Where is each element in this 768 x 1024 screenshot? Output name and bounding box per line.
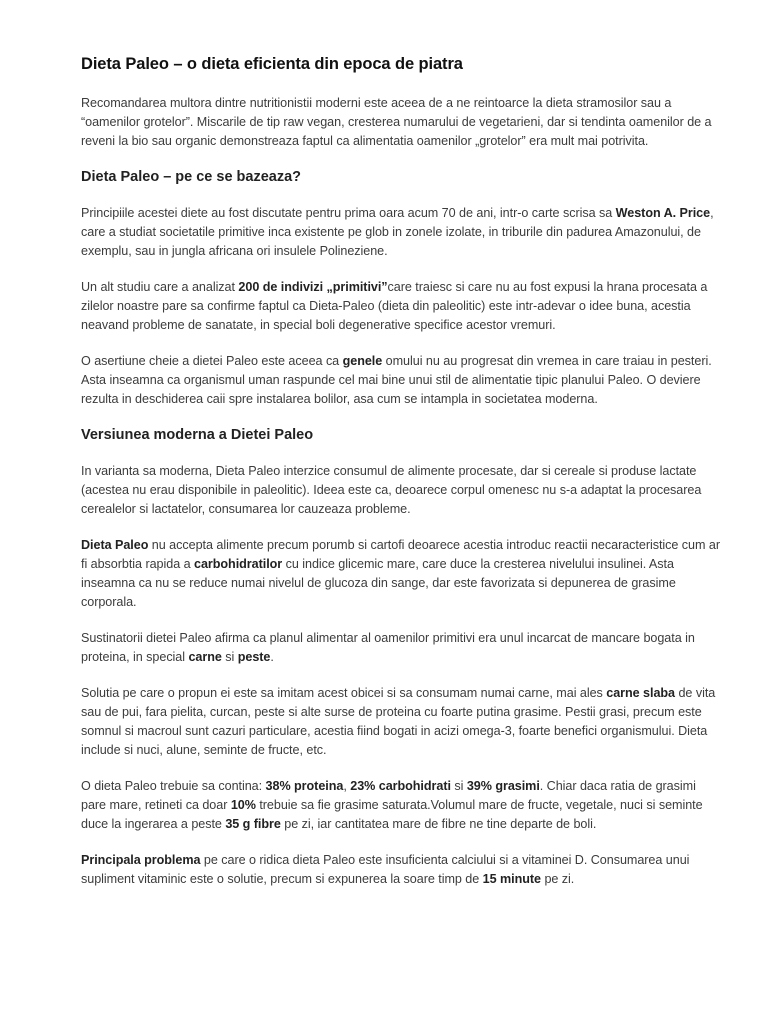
bold-principala-problema: Principala problema: [81, 853, 201, 867]
text: . Chiar daca ratia de grasimi pare mare, retineti ca doar: [81, 779, 696, 812]
text: Un alt studiu care a analizat: [81, 280, 239, 294]
bold-35g-fibre: 35 g fibre: [225, 817, 281, 831]
article: [81, 54, 721, 906]
bold-genele: genele: [342, 354, 383, 368]
text: nu accepta alimente precum porumb si cartofi deoarece acestia introduc reactii necaracteristice cum ar fi absorbtia rapida a: [81, 538, 720, 571]
text: O asertiune cheie a dietei Paleo este aceea ca: [81, 354, 343, 368]
text: .: [270, 650, 274, 664]
bold-38-proteina: 38% proteina: [265, 779, 344, 793]
section-heading-modern: Versiunea moderna a Dietei Paleo: [81, 427, 314, 443]
intro-paragraph: Recomandarea multora dintre nutritionistii moderni este aceea de a ne reintoarce la dieta stramosilor sau a “oamenilor grotelor”. Miscarile de tip raw vegan, cresterea numarului de vegetarieni, dar si tendinta oamenilor de a reveni la bio sau organic demonstreaza faptul ca alimentatia oamenilor „grotelor” era mult mai potrivita.: [81, 96, 712, 148]
bold-200-indivizi: 200 de indivizi „primitivi”: [238, 280, 388, 294]
bold-23-carbohidrati: 23% carbohidrati: [350, 779, 451, 793]
text: omului nu au progresat din vremea in care traiau in pesteri. Asta inseamna ca organismul uman raspunde cel mai bine unui stil de alimentatie tipic planului Paleo. O deviere rezulta in deschiderea caii spre instalarea bolilor, asa cum se intampla in societatea moderna.: [81, 354, 712, 406]
bold-peste: peste: [237, 650, 271, 664]
paragraph-genele: [81, 352, 721, 409]
text: pe zi.: [541, 872, 575, 886]
bold-carne: carne: [188, 650, 222, 664]
paragraph-solutia: [81, 684, 721, 760]
paragraph-principala-problema: [81, 851, 721, 889]
bold-10-percent: 10%: [230, 798, 256, 812]
text: de vita sau de pui, fara pielita, curcan, peste si alte surse de proteina cu foarte putina grasime. Pestii grasi, precum este somnul si macroul sunt cazuri particulare, acestia fiind bogati in acizi omega-3, foarte benefici organismului. Dieta include si nuci, alune, seminte de fructe, etc.: [81, 686, 716, 757]
text: O dieta Paleo trebuie sa contina:: [81, 779, 266, 793]
bold-weston-price: Weston A. Price: [615, 206, 711, 220]
paragraph-porumb-cartofi: [81, 536, 721, 612]
bold-carne-slaba: carne slaba: [606, 686, 676, 700]
bold-39-grasimi: 39% grasimi: [466, 779, 540, 793]
text: Solutia pe care o propun ei este sa imitam acest obicei si sa consumam numai carne, mai ales: [81, 686, 607, 700]
text: Principiile acestei diete au fost discutate pentru prima oara acum 70 de ani, intr-o carte scrisa sa: [81, 206, 616, 220]
section-heading-basis: Dieta Paleo – pe ce se bazeaza?: [81, 169, 302, 185]
text: pe zi, iar cantitatea mare de fibre ne tine departe de boli.: [280, 817, 597, 831]
bold-carbohidratilor: carbohidratilor: [194, 557, 283, 571]
text: pe care o ridica dieta Paleo este insuficienta calciului si a vitaminei D. Consumarea unui supliment vitaminic este o solutie, precum si expunerea la soare timp de: [81, 853, 690, 886]
article-title: Dieta Paleo – o dieta eficienta din epoca de piatra: [81, 55, 463, 73]
bold-15-minute: 15 minute: [482, 872, 541, 886]
text: , care a studiat societatile primitive inca existente pe glob in zonele izolate, in triburile din padurea Amazonului, de exemplu, sau in jungla africana ori insulele Polineziene.: [81, 206, 714, 258]
paragraph-weston-price: [81, 204, 721, 261]
text: cu indice glicemic mare, care duce la cresterea nivelului insulinei. Asta inseamna ca nu se reduce numai nivelul de glucoza din sange, dar este favorizata si depunerea de grasime corporala.: [81, 557, 676, 609]
text: si: [450, 779, 467, 793]
text: trebuie sa fie grasime saturata.Volumul mare de fructe, vegetale, nuci si seminte duce la ingerarea a peste: [81, 798, 703, 831]
text: care traiesc si care nu au fost expusi la hrana procesata a zilelor noastre pare sa confirme faptul ca Dieta-Paleo (dieta din paleolitic) este intr-adevar o idee buna, acestia neavand probleme de sanatate, in special boli degenerative specifice acestor vremuri.: [81, 280, 708, 332]
paragraph-sustinatorii: [81, 629, 721, 667]
paragraph-study-200: [81, 278, 721, 335]
bold-dieta-paleo: Dieta Paleo: [81, 538, 149, 552]
text: si: [221, 650, 238, 664]
text: Sustinatorii dietei Paleo afirma ca planul alimentar al oamenilor primitivi era unul incarcat de mancare bogata in proteina, in special: [81, 631, 695, 664]
paragraph-modern-version: [81, 462, 721, 519]
paragraph-proportii: [81, 777, 721, 834]
text: In varianta sa moderna, Dieta Paleo interzice consumul de alimente procesate, dar si cereale si produse lactate (acestea nu erau disponibile in paleolitic). Ideea este ca, deoarece corpul omenesc nu s-a adaptat la procesarea cerealelor si lactatelor, consumarea lor cauzeaza probleme.: [81, 464, 702, 516]
text: ,: [343, 779, 351, 793]
